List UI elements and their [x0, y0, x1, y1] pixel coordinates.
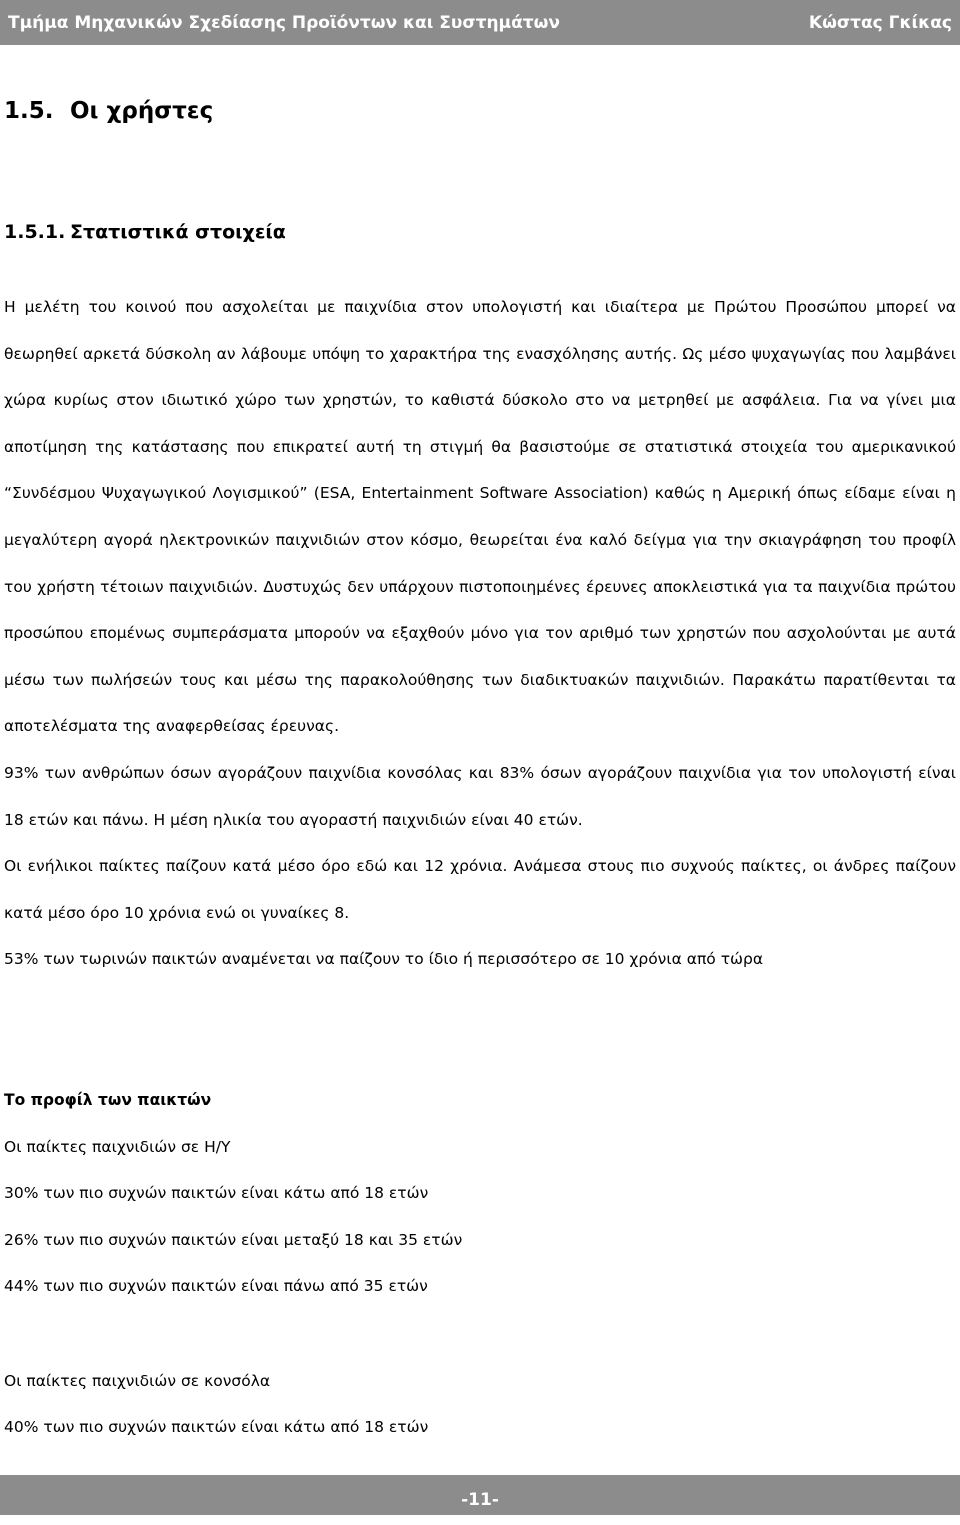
paragraph: Η μελέτη του κοινού που ασχολείται με παιχνίδια στον υπολογιστή και ιδιαίτερα με Πρώτου Προσώπου μπορεί να θεωρηθεί αρκετά δύσκολη αν λάβουμε υπόψη το χαρακτήρα της ενασχόλησης αυτής. Ως μέσο ψυχαγωγίας που λαμβάνει χώρα κυρίως στον ιδιωτικό χώρο των χρηστών, το καθιστά δύσκολο στο να μετρηθεί με ασφάλεια. Για να γίνει μια αποτίμηση της κατάστασης που επικρατεί αυτή τη στιγμή θα βασιστούμε σε στατιστικά στοιχεία του αμερικανικού “Συνδέσμου Ψυχαγωγικού Λογισμικού” (ESA, Entertainment Software Association) καθώς η Αμερική όπως είδαμε είναι η μεγαλύτερη αγορά ηλεκτρονικών παιχνιδιών στον κόσμο, θεωρείται ένα καλό δείγμα για την σκιαγράφηση του προφίλ του χρήστη τέτοιων παιχνιδιών. Δυστυχώς δεν υπάρχουν πιστοποιημένες έρευνες αποκλειστικά για τα παιχνίδια πρώτου προσώπου επομένως συμπεράσματα μπορούν να εξαχθούν μόνο για τον αριθμό των χρηστών που ασχολούνται με αυτά μέσω των πωλήσεών τους και μέσω της παρακολούθησης των διαδικτυακών παιχνιδιών. Παρακάτω παρατίθενται τα αποτελέσματα της αναφερθείσας έρευνας.: [4, 298, 956, 736]
body-text: [4, 284, 956, 983]
page-footer: [0, 1475, 960, 1515]
section-title: Οι χρήστες: [70, 98, 214, 124]
paragraph: 53% των τωρινών παικτών αναμένεται να παίζουν το ίδιο ή περισσότερο σε 10 χρόνια από τώρα: [4, 950, 764, 969]
subsection-number: 1.5.1.: [4, 221, 66, 243]
pc-line: 44% των πιο συχνών παικτών είναι πάνω από 35 ετών: [4, 1277, 428, 1295]
header-author: Κώστας Γκίκας: [808, 12, 952, 33]
console-heading: Οι παίκτες παιχνιδιών σε κονσόλα: [4, 1372, 271, 1390]
section-number: 1.5.: [4, 98, 54, 124]
paragraph: 93% των ανθρώπων όσων αγοράζουν παιχνίδια κονσόλας και 83% όσων αγοράζουν παιχνίδια για τον υπολογιστή είναι 18 ετών και πάνω. Η μέση ηλικία του αγοραστή παιχνιδιών είναι 40 ετών.: [4, 763, 956, 829]
subsection-title: Στατιστικά στοιχεία: [70, 221, 286, 243]
console-line: 40% των πιο συχνών παικτών είναι κάτω από 18 ετών: [4, 1418, 429, 1436]
header-department: Τμήμα Μηχανικών Σχεδίασης Προϊόντων και Συστημάτων: [8, 12, 560, 33]
section-heading: [4, 98, 213, 124]
page-number: -11-: [461, 1490, 499, 1510]
paragraph: Οι ενήλικοι παίκτες παίζουν κατά μέσο όρο εδώ και 12 χρόνια. Ανάμεσα στους πιο συχνούς παίκτες, οι άνδρες παίζουν κατά μέσο όρο 10 χρόνια ενώ οι γυναίκες 8.: [4, 857, 956, 922]
pc-heading: Οι παίκτες παιχνιδιών σε Η/Υ: [4, 1138, 231, 1156]
pc-line: 26% των πιο συχνών παικτών είναι μεταξύ 18 και 35 ετών: [4, 1231, 463, 1249]
subsection-heading: [4, 221, 286, 243]
pc-line: 30% των πιο συχνών παικτών είναι κάτω από 18 ετών: [4, 1184, 429, 1202]
page-header: [0, 0, 960, 45]
profile-title: Το προφίλ των παικτών: [4, 1091, 212, 1109]
